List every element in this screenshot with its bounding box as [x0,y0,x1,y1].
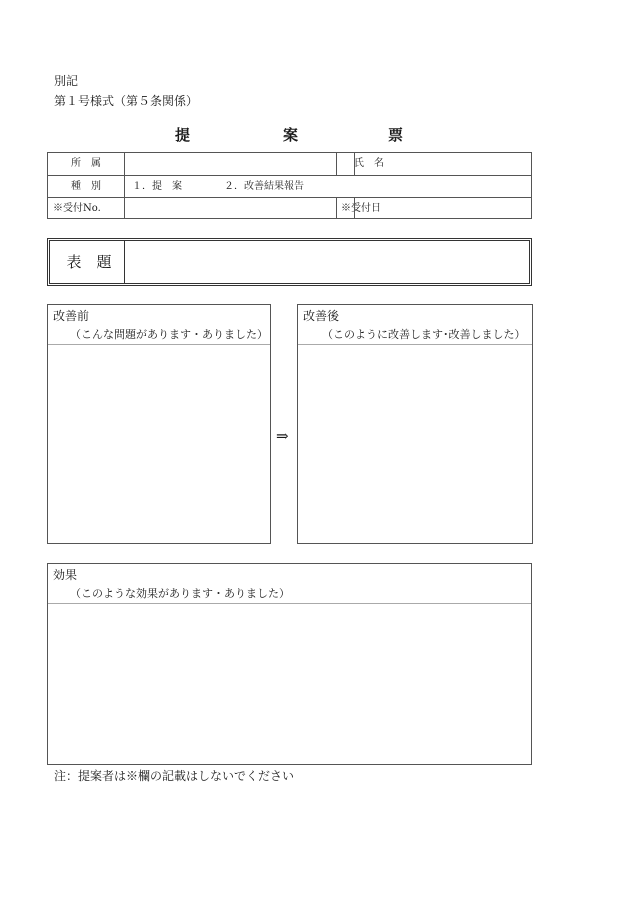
effect-header [48,564,531,604]
type-option-proposal[interactable]: １．提 案 [132,181,182,192]
form-annex-label: 別記 [54,74,79,88]
arrow-icon: ⇒ [276,427,289,445]
info-table [47,152,532,219]
before-panel [47,304,271,544]
title-char-1: 提 [175,126,191,144]
received-date-label: ※受付日 [341,203,381,214]
type-label: 種 別 [71,181,101,192]
info-row-type [48,175,531,197]
affiliation-field[interactable] [125,153,335,175]
received-no-label: ※受付No. [53,203,101,214]
subject-field[interactable] [126,241,529,283]
type-option-result-report[interactable]: ２．改善結果報告 [224,181,304,192]
effect-field[interactable] [48,604,531,764]
before-subtitle: （こんな問題があります・ありました） [70,328,268,341]
after-subtitle: （このように改善します･改善しました） [322,328,526,341]
received-date-field[interactable] [355,198,531,218]
before-header [48,305,270,345]
form-number-label: 第１号様式（第５条関係） [54,94,199,108]
after-title: 改善後 [303,309,340,323]
name-label: 氏 名 [354,158,384,169]
after-field[interactable] [298,345,532,543]
info-row-affiliation [48,153,531,175]
before-field[interactable] [48,345,270,543]
footnote: 注：提案者は※欄の記載はしないでください [54,769,295,783]
info-row-received [48,197,531,218]
received-no-field[interactable] [125,198,335,218]
effect-title: 効果 [53,568,78,582]
subject-label: 表 題 [66,253,112,271]
title-char-2: 案 [283,126,299,144]
after-header [298,305,532,345]
title-char-3: 票 [388,126,404,144]
subject-box [47,238,532,286]
affiliation-label: 所 属 [71,158,101,169]
after-panel [297,304,533,544]
effect-panel [47,563,532,765]
name-field[interactable] [355,153,531,175]
effect-subtitle: （このような効果があります・ありました） [70,587,290,600]
before-title: 改善前 [53,309,90,323]
